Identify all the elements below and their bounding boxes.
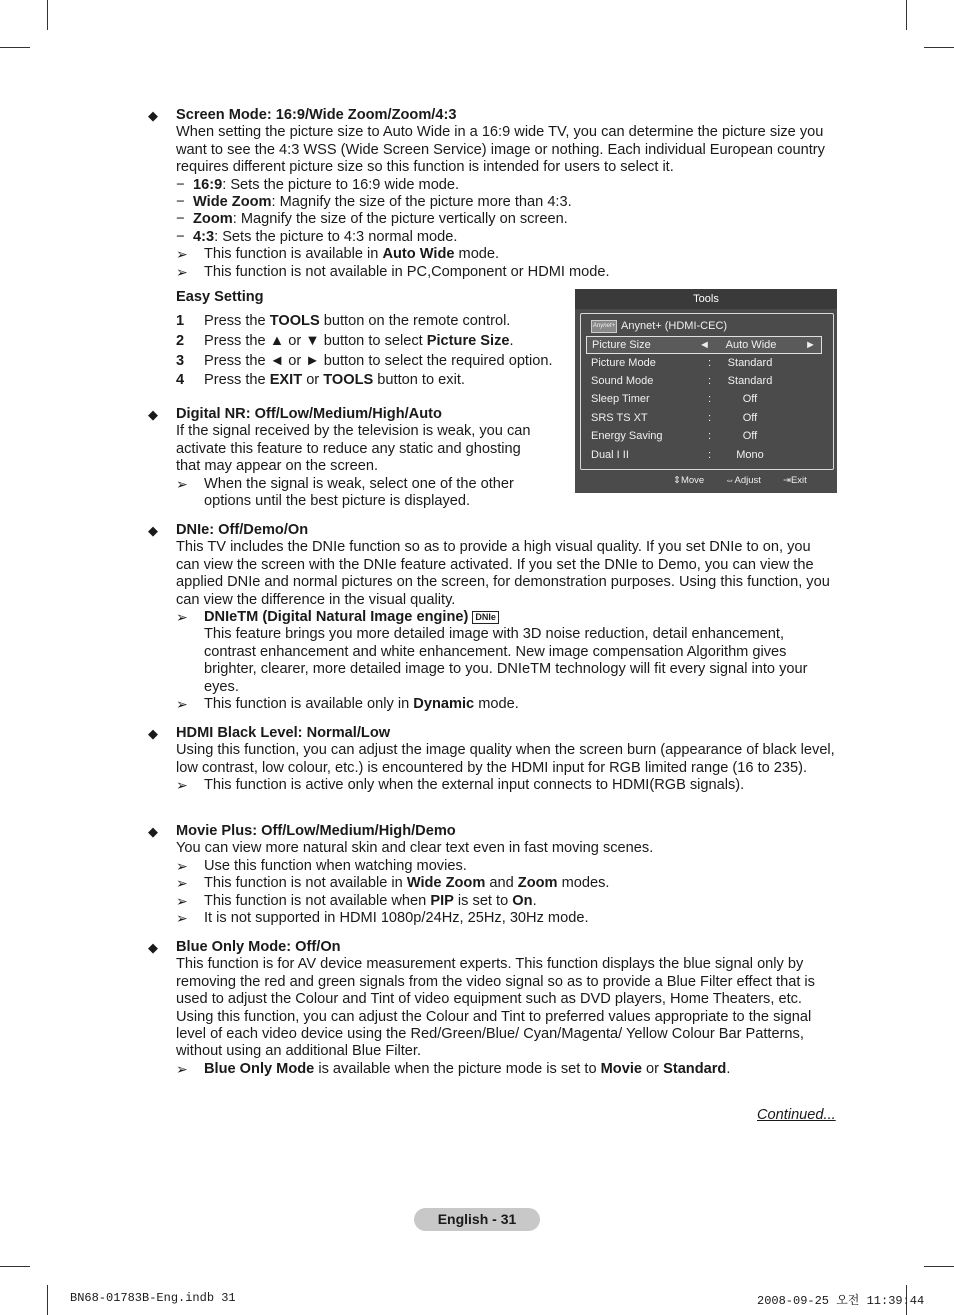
list-item: − 16:9: Sets the picture to 16:9 wide mode. <box>176 176 460 193</box>
crop-mark <box>0 47 30 48</box>
note: ➢ This function is active only when the external input connects to HDMI(RGB signals). <box>176 777 745 794</box>
continued-label: Continued... <box>757 1107 836 1123</box>
osd-title: Tools <box>575 289 837 309</box>
crop-mark <box>47 1285 48 1315</box>
step-item: 3 Press the ◄ or ► button to select the required option. <box>176 352 553 369</box>
left-right-arrow-icon: ⇔ <box>725 475 735 486</box>
section-hdmi-black-level <box>148 725 838 795</box>
section-heading: ◆ Movie Plus: Off/Low/Medium/High/Demo <box>148 823 456 839</box>
section-easy-setting <box>148 289 558 392</box>
step-item: 1 Press the TOOLS button on the remote control. <box>176 313 511 330</box>
osd-row-picture-size[interactable]: Picture Size ◄ Auto Wide ► <box>586 336 822 354</box>
tools-osd-panel <box>575 289 837 493</box>
step-item: 4 Press the EXIT or TOOLS button to exit. <box>176 372 465 389</box>
dnie-logo-icon: DNIe <box>472 611 499 624</box>
anynet-logo-icon: Anynet+ <box>591 320 617 333</box>
arrow-note-icon: ➢ <box>176 263 188 280</box>
diamond-bullet-icon: ◆ <box>148 824 158 839</box>
list-item: − Wide Zoom: Magnify the size of the picture more than 4:3. <box>176 194 572 211</box>
osd-row-srs-ts-xt[interactable]: SRS TS XT : Off <box>591 412 758 424</box>
section-body: This function is for AV device measurement experts. This function displays the blue signal only by removing the red and green signals from the video signal so as to provide a Blue Filter effect that is used to adjust the Colour and Tint of video equipment such as DVD players, Home Theaters, etc. Using this function, you can adjust the Colour and Tint to preferred values appropriate to the signal level of each video device using the Red/Green/Blue/ Cyan/Magenta/ Yellow Colour Bar Patterns, without using an additional Blue Filter. <box>176 956 815 1060</box>
section-body: This TV includes the DNIe function so as to provide a high visual quality. If you set DNIe to on, you can view the screen with the DNIe feature activated. If you set the DNIe to Demo, you can view the applied DNIe and normal pictures on the screen, for demonstration purposes. Using this function, you can view the difference in the visual quality. <box>176 539 830 608</box>
section-heading: ◆ HDMI Black Level: Normal/Low <box>148 725 391 741</box>
section-movie-plus <box>148 823 838 927</box>
osd-row-energy-saving[interactable]: Energy Saving : Off <box>591 430 758 442</box>
section-body: You can view more natural skin and clear text even in fast moving scenes. <box>176 840 654 857</box>
arrow-note-icon: ➢ <box>176 609 188 626</box>
note: ➢ Blue Only Mode is available when the picture mode is set to Movie or Standard. <box>176 1060 731 1077</box>
crop-mark <box>47 0 48 30</box>
page-number-badge: English - 31 <box>414 1208 540 1231</box>
note: ➢ This function is not available in PC,Component or HDMI mode. <box>176 263 610 280</box>
section-heading: ◆ Screen Mode: 16:9/Wide Zoom/Zoom/4:3 <box>148 107 457 123</box>
note: ➢ It is not supported in HDMI 1080p/24Hz, 25Hz, 30Hz mode. <box>176 910 589 927</box>
section-digital-nr <box>148 406 548 510</box>
section-body: If the signal received by the television is weak, you can activate this feature to reduce any static and ghosting that may appear on the screen. <box>176 423 531 475</box>
print-footer-right: 2008-09-25 오전 11:39:44 <box>757 1294 925 1308</box>
section-heading: ◆ Digital NR: Off/Low/Medium/High/Auto <box>148 406 442 422</box>
note: ➢ This function is not available in Wide Zoom and Zoom modes. <box>176 875 610 892</box>
diamond-bullet-icon: ◆ <box>148 726 158 741</box>
print-footer-left: BN68-01783B-Eng.indb 31 <box>70 1291 236 1305</box>
diamond-bullet-icon: ◆ <box>148 940 158 955</box>
crop-mark <box>906 0 907 30</box>
section-heading: Easy Setting <box>176 289 264 305</box>
diamond-bullet-icon: ◆ <box>148 523 158 538</box>
step-item: 2 Press the ▲ or ▼ button to select Picture Size. <box>176 333 514 350</box>
list-item: − 4:3: Sets the picture to 4:3 normal mode. <box>176 228 458 245</box>
section-blue-only-mode <box>148 939 838 1078</box>
section-body: Using this function, you can adjust the image quality when the screen burn (appearance of black level, low contrast, low colour, etc.) is encountered by the HDMI input for RGB limited range (16 to 235). <box>176 742 835 776</box>
arrow-note-icon: ➢ <box>176 475 188 492</box>
crop-mark <box>0 1266 30 1267</box>
diamond-bullet-icon: ◆ <box>148 407 158 422</box>
up-down-arrow-icon: ⇕ <box>673 475 681 486</box>
arrow-note-icon: ➢ <box>176 910 188 927</box>
arrow-note-icon: ➢ <box>176 892 188 909</box>
arrow-note-icon: ➢ <box>176 1060 188 1077</box>
left-arrow-icon: ◄ <box>699 339 710 351</box>
note: ➢ This function is not available when PIP is set to On. <box>176 892 537 909</box>
osd-footer-exit: ⇥Exit <box>783 475 807 486</box>
diamond-bullet-icon: ◆ <box>148 108 158 123</box>
note: ➢ DNIeTM (Digital Natural Image engine) DNIe <box>148 609 838 626</box>
section-screen-mode <box>148 107 838 281</box>
list-item: − Zoom: Magnify the size of the picture vertically on screen. <box>176 211 568 228</box>
note: ➢ This function is available only in Dynamic mode. <box>176 696 519 713</box>
crop-mark <box>924 1266 954 1267</box>
arrow-note-icon: ➢ <box>176 696 188 713</box>
note-body: This feature brings you more detailed image with 3D noise reduction, detail enhancement, contrast enhancement and white enhancement. New image compensation Algorithm gives brighter, clearer, more detailed image to you. DNIeTM technology will fit every signal into your eyes. <box>204 626 808 695</box>
crop-mark <box>924 47 954 48</box>
exit-icon: ⇥ <box>783 475 791 486</box>
section-heading: ◆ Blue Only Mode: Off/On <box>148 939 341 955</box>
osd-footer-adjust: ⇔Adjust <box>725 475 761 486</box>
note: ➢ When the signal is weak, select one of the other options until the best picture is displayed. <box>176 475 514 510</box>
section-dnie <box>148 522 838 713</box>
note: ➢ This function is available in Auto Wide mode. <box>176 246 500 263</box>
osd-anynet-item[interactable]: Anynet+ Anynet+ (HDMI-CEC) <box>592 320 728 332</box>
arrow-note-icon: ➢ <box>176 777 188 794</box>
right-arrow-icon: ► <box>805 339 816 351</box>
arrow-note-icon: ➢ <box>176 246 188 263</box>
note: ➢ Use this function when watching movies. <box>176 857 467 874</box>
osd-row-picture-mode[interactable]: Picture Mode : Standard <box>591 357 773 369</box>
osd-footer-move: ⇕Move <box>673 475 705 486</box>
osd-row-dual[interactable]: Dual I II : Mono <box>591 449 764 461</box>
osd-row-sound-mode[interactable]: Sound Mode : Standard <box>591 375 773 387</box>
osd-row-sleep-timer[interactable]: Sleep Timer : Off <box>591 393 758 405</box>
section-body: When setting the picture size to Auto Wide in a 16:9 wide TV, you can determine the picture size you want to see the 4:3 WSS (Wide Screen Service) image or nothing. Each individual European country requires different picture size so this function is intended for users to select it. <box>176 124 825 176</box>
arrow-note-icon: ➢ <box>176 875 188 892</box>
section-heading: ◆ DNIe: Off/Demo/On <box>148 522 309 538</box>
arrow-note-icon: ➢ <box>176 857 188 874</box>
